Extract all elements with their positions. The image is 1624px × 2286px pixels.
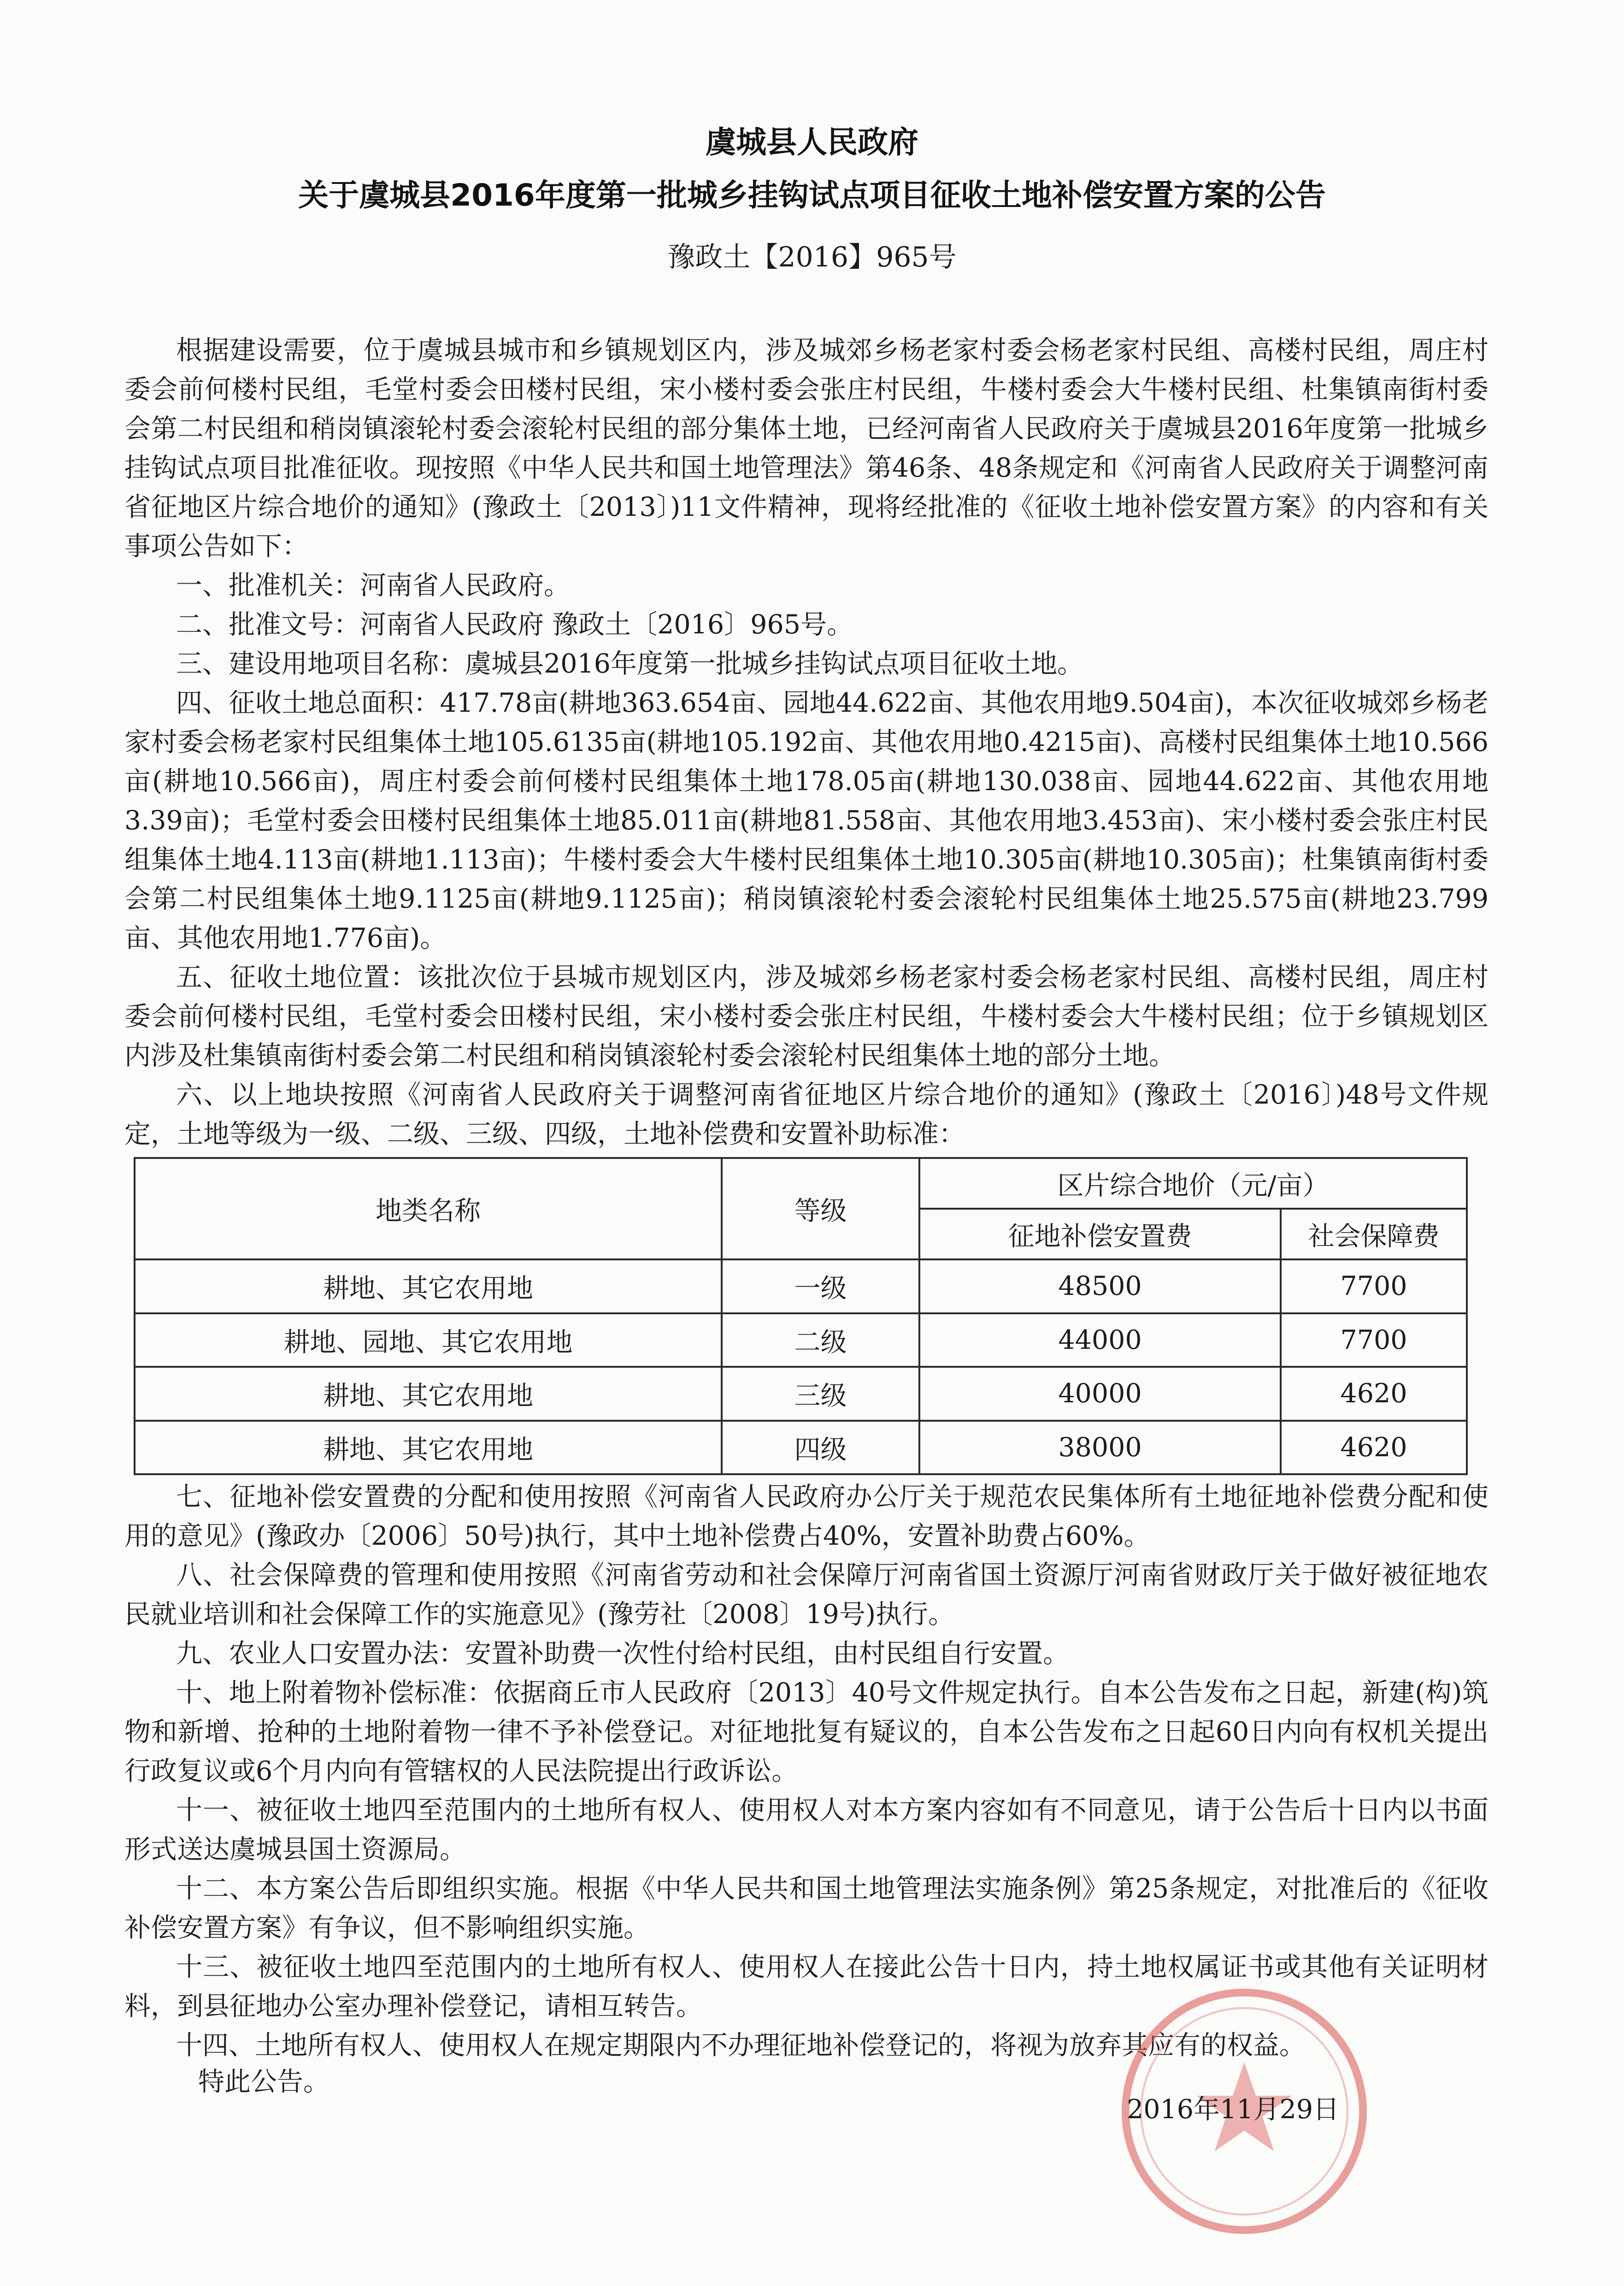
announcement-body (124, 331, 1489, 1154)
table-row (135, 1259, 1467, 1313)
item-9: 九、农业人口安置办法：安置补助费一次性付给村民组，由村民组自行安置。 (176, 1638, 1069, 1669)
issue-date: 2016年11月29日 (1127, 2094, 1340, 2125)
item-5: 五、征收土地位置：该批次位于县城市规划区内，涉及城郊乡杨老家村委会杨老家村民组、高楼村民组，周庄村委会前何楼村民组，毛堂村委会田楼村民组，宋小楼村委会张庄村民组，牛楼村委会大牛楼村民组；位于乡镇规划区内涉及杜集镇南街村委会第二村民组和稍岗镇滚轮村委会滚轮村民组集体土地的部分土地。 (124, 962, 1489, 1071)
header-land-type: 地类名称 (135, 1158, 722, 1259)
compensation-cell: 38000 (919, 1421, 1281, 1475)
compensation-table (134, 1157, 1468, 1475)
compensation-cell: 44000 (919, 1313, 1281, 1367)
social-cell: 7700 (1281, 1313, 1467, 1367)
social-cell: 4620 (1281, 1421, 1467, 1475)
document-number: 豫政土【2016】965号 (667, 241, 957, 273)
grade-cell: 二级 (722, 1313, 919, 1367)
table-row (135, 1313, 1467, 1367)
compensation-cell: 40000 (919, 1367, 1281, 1421)
item-3: 三、建设用地项目名称：虞城县2016年度第一批城乡挂钩试点项目征收土地。 (176, 649, 1084, 679)
item-8: 八、社会保障费的管理和使用按照《河南省劳动和社会保障厅河南省国土资源厅河南省财政厅关于做好被征地农民就业培训和社会保障工作的实施意见》(豫劳社〔2008〕19号)执行。 (124, 1560, 1489, 1630)
social-cell: 7700 (1281, 1259, 1467, 1313)
intro-paragraph: 根据建设需要，位于虞城县城市和乡镇规划区内，涉及城郊乡杨老家村委会杨老家村民组、高楼村民组，周庄村委会前何楼村民组，毛堂村委会田楼村民组，宋小楼村委会张庄村民组，牛楼村委会大牛楼村民组、杜集镇南街村委会第二村民组和稍岗镇滚轮村委会滚轮村民组的部分集体土地，已经河南省人民政府关于虞城县2016年度第一批城乡挂钩试点项目批准征收。现按照《中华人民共和国土地管理法》第46条、48条规定和《河南省人民政府关于调整河南省征地区片综合地价的通知》(豫政土〔2013〕)11文件精神，现将经批准的《征收土地补偿安置方案》的内容和有关事项公告如下： (124, 335, 1489, 561)
issuer-title: 虞城县人民政府 (706, 124, 918, 160)
item-14: 十四、土地所有权人、使用权人在规定期限内不办理征地补偿登记的，将视为放弃其应有的权益。 (176, 2030, 1306, 2061)
item-13: 十三、被征收土地四至范围内的土地所有权人、使用权人在接此公告十日内，持土地权属证书或其他有关证明材料，到县征地办公室办理补偿登记，请相互转告。 (124, 1952, 1489, 2021)
item-6: 六、以上地块按照《河南省人民政府关于调整河南省征地区片综合地价的通知》(豫政土〔2016〕)48号文件规定，土地等级为一级、二级、三级、四级，土地补偿费和安置补助标准： (124, 1080, 1489, 1149)
grade-cell: 一级 (722, 1259, 919, 1313)
item-2: 二、批准文号：河南省人民政府 豫政土〔2016〕965号。 (176, 609, 853, 640)
compensation-cell: 48500 (919, 1259, 1281, 1313)
item-11: 十一、被征收土地四至范围内的土地所有权人、使用权人对本方案内容如有不同意见，请于公告后十日内以书面形式送达虞城县国土资源局。 (124, 1795, 1489, 1865)
item-12: 十二、本方案公告后即组织实施。根据《中华人民共和国土地管理法实施条例》第25条规定，对批准后的《征收补偿安置方案》有争议，但不影响组织实施。 (124, 1873, 1489, 1943)
header-compensation: 征地补偿安置费 (919, 1209, 1281, 1259)
closing-text: 特此公告。 (198, 2067, 330, 2097)
table-row (135, 1421, 1467, 1475)
header-grade: 等级 (722, 1158, 919, 1259)
item-10: 十、地上附着物补偿标准：依据商丘市人民政府〔2013〕40号文件规定执行。自本公告发布之日起，新建(构)筑物和新增、抢种的土地附着物一律不予补偿登记。对征地批复有疑议的，自本公告发布之日起60日内向有权机关提出行政复议或6个月内向有管辖权的人民法院提出行政诉讼。 (124, 1678, 1489, 1786)
land-type-cell: 耕地、其它农用地 (135, 1421, 722, 1475)
social-cell: 4620 (1281, 1367, 1467, 1421)
header-price-group: 区片综合地价（元/亩） (919, 1158, 1467, 1209)
header-social-security: 社会保障费 (1281, 1209, 1467, 1259)
item-7: 七、征地补偿安置费的分配和使用按照《河南省人民政府办公厅关于规范农民集体所有土地征地补偿费分配和使用的意见》(豫政办〔2006〕50号)执行，其中土地补偿费占40%，安置补助费占60%。 (124, 1482, 1489, 1551)
item-4: 四、征收土地总面积：417.78亩(耕地363.654亩、园地44.622亩、其他农用地9.504亩)，本次征收城郊乡杨老家村委会杨老家村民组集体土地105.6135亩(耕地105.192亩、其他农用地0.4215亩)、高楼村民组集体土地10.566亩(耕地10.566亩)，周庄村委会前何楼村民组集体土地178.05亩(耕地130.038亩、园地44.622亩、其他农用地3.39亩)；毛堂村委会田楼村民组集体土地85.011亩(耕地81.558亩、其他农用地3.453亩)、宋小楼村委会张庄村民组集体土地4.113亩(耕地1.113亩)；牛楼村委会大牛楼村民组集体土地10.305亩(耕地10.305亩)；杜集镇南街村委会第二村民组集体土地9.1125亩(耕地9.1125亩)；稍岗镇滚轮村委会滚轮村民组集体土地25.575亩(耕地23.799亩、其他农用地1.776亩)。 (124, 688, 1489, 953)
announcement-body-continued (124, 1477, 1489, 2065)
item-1: 一、批准机关：河南省人民政府。 (176, 570, 570, 601)
table-row (135, 1367, 1467, 1421)
announcement-title: 关于虞城县2016年度第一批城乡挂钩试点项目征收土地补偿安置方案的公告 (298, 177, 1326, 213)
land-type-cell: 耕地、其它农用地 (135, 1259, 722, 1313)
land-type-cell: 耕地、园地、其它农用地 (135, 1313, 722, 1367)
grade-cell: 四级 (722, 1421, 919, 1475)
land-type-cell: 耕地、其它农用地 (135, 1367, 722, 1421)
grade-cell: 三级 (722, 1367, 919, 1421)
